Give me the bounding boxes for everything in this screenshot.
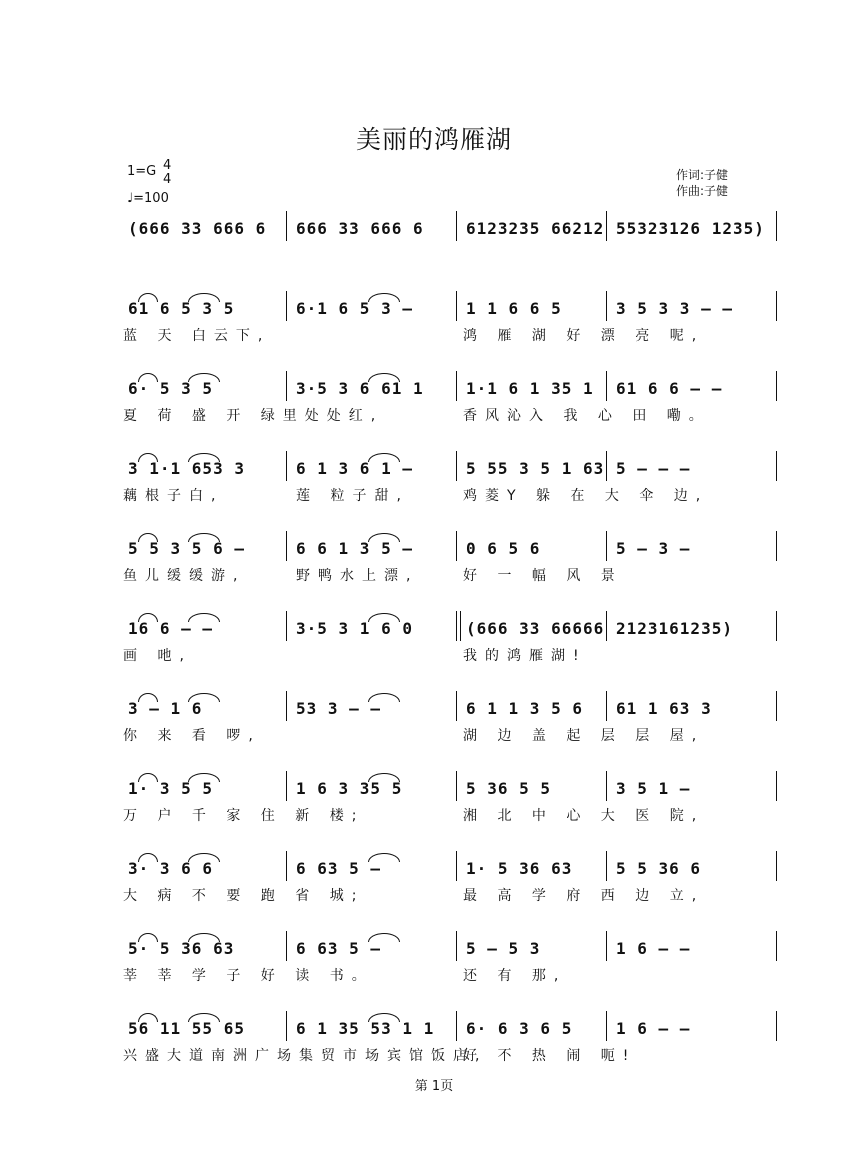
barline — [286, 771, 287, 801]
measure: 6 1 3 6 1 – — [296, 459, 413, 478]
slur-mark — [138, 533, 158, 542]
barline — [776, 1011, 777, 1041]
score-system — [118, 445, 778, 525]
barline — [776, 371, 777, 401]
slur-mark — [188, 773, 220, 782]
lyric-phrase: 最 高 学 府 西 边 立, — [463, 888, 705, 904]
measure: 1 6 – – — [616, 1019, 691, 1038]
measure: 3·5 3 6 61 1 — [296, 379, 424, 398]
measure: 61 1 63 3 — [616, 699, 712, 718]
lyric-phrase: 万 户 千 家 住 新 楼; — [123, 808, 365, 824]
measure: 1· 5 36 63 — [466, 859, 573, 878]
measure: 3 1·1 653 3 — [128, 459, 245, 478]
lyric-line — [118, 805, 778, 825]
slur-mark — [368, 373, 400, 382]
lyric-phrase: 我的鸿雁湖! — [463, 648, 587, 664]
lyric-phrase: 好 一 幅 风 景 — [463, 568, 623, 584]
measure: 1·1 6 1 35 1 — [466, 379, 594, 398]
barline — [286, 531, 287, 561]
measure: 61 6 6 – – — [616, 379, 723, 398]
slur-mark — [138, 773, 158, 782]
barline — [456, 371, 457, 401]
notation-line — [118, 691, 778, 721]
measure: 5 5 36 6 — [616, 859, 702, 878]
notation-line — [118, 291, 778, 321]
barline — [606, 371, 607, 401]
barline — [456, 291, 457, 321]
barline — [606, 691, 607, 721]
slur-mark — [138, 453, 158, 462]
lyric-phrase: 藕根子白, — [123, 488, 224, 504]
barline — [286, 451, 287, 481]
notation-line — [118, 851, 778, 881]
slur-mark — [188, 1013, 220, 1022]
measure: 5 – – – — [616, 459, 691, 478]
barline — [286, 851, 287, 881]
barline — [606, 211, 607, 241]
barline — [776, 691, 777, 721]
barline — [286, 1011, 287, 1041]
lyric-line — [118, 245, 778, 265]
barline — [286, 611, 287, 641]
lyric-phrase: 画 吔, — [123, 648, 192, 664]
lyric-phrase: 莲 粒子甜, — [296, 488, 409, 504]
measure: 5 – 5 3 — [466, 939, 541, 958]
score-system — [118, 525, 778, 605]
barline — [606, 931, 607, 961]
measure: 1· 3 5 5 — [128, 779, 214, 798]
measure: 6 63 5 – — [296, 939, 382, 958]
slur-mark — [138, 853, 158, 862]
lyric-line — [118, 1045, 778, 1065]
barline — [776, 531, 777, 561]
measure: 3· 3 6 6 — [128, 859, 214, 878]
slur-mark — [368, 613, 400, 622]
barline — [286, 691, 287, 721]
lyric-line — [118, 645, 778, 665]
lyricist-credit: 作词:子健 — [676, 168, 729, 182]
barline — [776, 291, 777, 321]
slur-mark — [368, 693, 400, 702]
slur-mark — [138, 613, 158, 622]
barline — [606, 771, 607, 801]
barline — [776, 451, 777, 481]
lyric-line — [118, 325, 778, 345]
lyric-phrase: 香风沁入 我 心 田 嘞。 — [463, 408, 711, 424]
measure: 5 36 5 5 — [466, 779, 552, 798]
measure: (666 33 66666 — [466, 619, 605, 638]
slur-mark — [188, 453, 220, 462]
slur-mark — [138, 933, 158, 942]
lyric-line — [118, 965, 778, 985]
score-system — [118, 205, 778, 285]
slur-mark — [188, 933, 220, 942]
notation-line — [118, 371, 778, 401]
barline — [286, 291, 287, 321]
lyric-phrase: 野鸭水上漂, — [296, 568, 419, 584]
slur-mark — [188, 853, 220, 862]
measure: 53 3 – – — [296, 699, 382, 718]
score — [118, 205, 778, 1085]
measure: 2123161235) — [616, 619, 733, 638]
notation-line — [118, 451, 778, 481]
score-system — [118, 845, 778, 925]
key-label: 1=G — [127, 164, 157, 179]
slur-mark — [368, 933, 400, 942]
slur-mark — [368, 533, 400, 542]
barline — [456, 451, 457, 481]
score-system — [118, 1005, 778, 1085]
slur-mark — [138, 693, 158, 702]
measure: 6 1 1 3 5 6 — [466, 699, 583, 718]
slur-mark — [368, 293, 400, 302]
slur-mark — [188, 533, 220, 542]
score-system — [118, 765, 778, 845]
lyric-line — [118, 405, 778, 425]
credits — [676, 167, 728, 199]
slur-mark — [138, 1013, 158, 1022]
lyric-phrase: 鸡菱Y 躲 在 大 伞 边, — [463, 488, 709, 504]
barline — [606, 451, 607, 481]
lyric-line — [118, 485, 778, 505]
slur-mark — [368, 453, 400, 462]
measure: 1 1 6 6 5 — [466, 299, 562, 318]
lyric-phrase: 蓝 天 白云下, — [123, 328, 271, 344]
measure: 5 55 3 5 1 63 — [466, 459, 605, 478]
score-system — [118, 285, 778, 365]
page-number: 第 1页 — [414, 1079, 454, 1094]
barline — [606, 1011, 607, 1041]
measure: 1 6 3 35 5 — [296, 779, 403, 798]
time-top: 4 — [163, 158, 172, 173]
notation-line — [118, 611, 778, 641]
barline — [456, 611, 457, 641]
notation-line — [118, 1011, 778, 1041]
lyric-phrase: 还 有 那, — [463, 968, 567, 984]
measure: (666 33 666 6 — [128, 219, 267, 238]
score-system — [118, 365, 778, 445]
barline — [456, 771, 457, 801]
barline — [456, 531, 457, 561]
measure: 3 5 3 3 – – — [616, 299, 733, 318]
measure: 0 6 5 6 — [466, 539, 541, 558]
slur-mark — [188, 613, 220, 622]
measure: 6· 5 3 5 — [128, 379, 214, 398]
measure: 666 33 666 6 — [296, 219, 424, 238]
lyric-phrase: 鱼儿缓缓游, — [123, 568, 246, 584]
measure: 56 11 55 65 — [128, 1019, 245, 1038]
measure: 6 6 1 3 5 – — [296, 539, 413, 558]
barline — [776, 931, 777, 961]
barline — [606, 291, 607, 321]
score-system — [118, 925, 778, 1005]
barline — [606, 611, 607, 641]
barline — [606, 851, 607, 881]
measure: 1 6 – – — [616, 939, 691, 958]
barline — [776, 851, 777, 881]
lyric-phrase: 兴盛大道南洲广场集贸市场宾馆饭店, — [123, 1048, 488, 1064]
barline — [286, 211, 287, 241]
measure: 55323126 1235) — [616, 219, 765, 238]
lyric-phrase: 湖 边 盖 起 层 层 屋, — [463, 728, 705, 744]
notation-line — [118, 771, 778, 801]
slur-mark — [368, 853, 400, 862]
barline — [456, 691, 457, 721]
barline — [776, 771, 777, 801]
score-system — [118, 605, 778, 685]
measure: 5· 5 36 63 — [128, 939, 235, 958]
lyric-line — [118, 565, 778, 585]
barline — [286, 371, 287, 401]
lyric-phrase: 大 病 不 要 跑 省 城; — [123, 888, 365, 904]
barline — [606, 531, 607, 561]
barline — [456, 851, 457, 881]
composer-credit: 作曲:子健 — [676, 184, 729, 198]
page-title: 美丽的鸿雁湖 — [355, 125, 512, 154]
lyric-phrase: 湘 北 中 心 大 医 院, — [463, 808, 705, 824]
barline — [456, 1011, 457, 1041]
tempo-mark: ♩=100 — [127, 191, 169, 206]
barline — [776, 611, 777, 641]
time-bottom: 4 — [163, 172, 172, 187]
notation-line — [118, 211, 778, 241]
measure: 5 – 3 – — [616, 539, 691, 558]
slur-mark — [368, 773, 400, 782]
lyric-phrase: 好 不 热 闹 呃! — [463, 1048, 637, 1064]
slur-mark — [368, 1013, 400, 1022]
lyric-line — [118, 725, 778, 745]
key-signature — [127, 158, 172, 206]
barline — [456, 211, 457, 241]
measure: 6·1 6 5 3 – — [296, 299, 413, 318]
notation-line — [118, 531, 778, 561]
lyric-phrase: 鸿 雁 湖 好 漂 亮 呢, — [463, 328, 705, 344]
lyric-line — [118, 885, 778, 905]
barline — [286, 931, 287, 961]
lyric-phrase: 莘 莘 学 子 好 读 书。 — [123, 968, 374, 984]
time-signature — [163, 159, 171, 187]
lyric-phrase: 夏 荷 盛 开 绿里处处红, — [123, 408, 384, 424]
measure: 3 – 1 6 — [128, 699, 203, 718]
slur-mark — [188, 373, 220, 382]
slur-mark — [188, 293, 220, 302]
measure: 6· 6 3 6 5 — [466, 1019, 573, 1038]
notation-line — [118, 931, 778, 961]
measure: 6 1 35 53 1 1 — [296, 1019, 435, 1038]
barline — [456, 931, 457, 961]
measure: 16 6 – – — [128, 619, 214, 638]
slur-mark — [188, 693, 220, 702]
measure: 3 5 1 – — [616, 779, 691, 798]
barline — [776, 211, 777, 241]
measure: 5 5 3 5 6 – — [128, 539, 245, 558]
slur-mark — [138, 373, 158, 382]
measure: 6123235 66212 — [466, 219, 605, 238]
measure: 61 6 5 3 5 — [128, 299, 235, 318]
lyric-phrase: 你 来 看 啰, — [123, 728, 261, 744]
slur-mark — [138, 293, 158, 302]
measure: 3·5 3 1 6 0 — [296, 619, 413, 638]
measure: 6 63 5 – — [296, 859, 382, 878]
score-system — [118, 685, 778, 765]
